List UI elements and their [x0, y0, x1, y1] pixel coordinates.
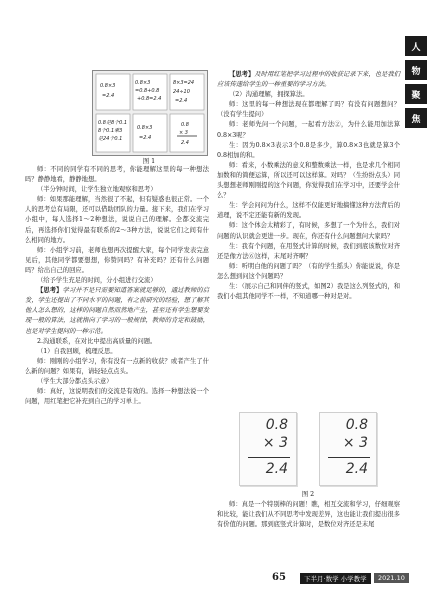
calc-multiplier: × 3 [262, 435, 288, 451]
note-label: 【思考】 [229, 71, 255, 78]
issue-date: 2021.10 [374, 573, 409, 583]
svg-text:0.8×3: 0.8×3 [137, 125, 153, 131]
paragraph: 师：听明白他的问题了吗？（有的学生摇头）你能说说，你是怎么想到问这个问题吗？ [217, 262, 400, 280]
vertical-calc-card-left [239, 412, 297, 486]
paragraph: 生：学会问问为什么，这样不仅能更好地搞懂这种方法背后的道理，说不定还能有新的发现。 [217, 202, 400, 220]
paragraph: 生：我有个问题，在用竖式计算的时候，我们到底该数位对齐还是像方法⑥这样，末尾对齐啊？ [217, 242, 400, 260]
subsection-heading: （1）自我回顾，梳理反思。 [37, 347, 117, 355]
calc-multiplicand: 0.8 [265, 417, 288, 433]
paragraph: 师：不同的同学有不同的思考，你能理解这里的每一种想法吗？静静地看，静静地想。 [25, 166, 209, 184]
svg-text:8×3=24: 8×3=24 [173, 80, 195, 86]
section-tabs [405, 36, 427, 132]
calc-rule-line [248, 457, 290, 458]
section-tab: 焦 [405, 108, 427, 128]
paragraph: 师：小组学习前，老师也想再次提醒大家，每个同学发表完意见后，其他同学都要想想，你赞同吗？有补充吗？还有什么问题吗？给出自己的回应。 [25, 246, 209, 274]
right-column-continued [217, 500, 400, 530]
section-tab: 物 [405, 60, 427, 80]
right-column [217, 70, 400, 302]
vertical-calc-card-right [319, 412, 377, 486]
reflection-note [25, 286, 209, 336]
svg-text:=0.8+0.8: =0.8+0.8 [135, 88, 160, 94]
section-tab: 聚 [405, 84, 427, 104]
paragraph: （给予学生充足的时间，分小组进行交流） [37, 277, 157, 285]
paragraph: 师：如果那能理解，当然很了不起，但有疑惑也很正常。一个人的思考总有局限，还可以借助团队的力量。接下来，我们在学习小组中，每人选择1～2种想法，说说自己的理解。全都交流完后，再选择你们觉得最有联系的2～3种方法，说说它们之间有什么相同的地方。 [25, 196, 209, 244]
paragraph: 生：因为0.8×3表示3个0.8是多少，算0.8×3也就是算3个0.8相加的和。 [217, 141, 400, 159]
svg-text:0.8×3: 0.8×3 [100, 83, 116, 89]
paragraph: 师：刚刚的小组学习，你有没有一点新的收获？或者产生了什么新的问题？如果有，请轻轻点点头。 [25, 357, 209, 375]
svg-text:× 3: × 3 [179, 130, 188, 136]
svg-text:=2.4: =2.4 [139, 135, 152, 141]
page-number: 65 [272, 572, 286, 583]
subsection-heading: （2）沟通理解，拥探算法。 [229, 91, 309, 99]
paragraph: 生：（展示自己和同伴的竖式，如图2）我是这么列竖式的，和我们小组其他同学不一样，不知道哪一种对是对。 [217, 282, 400, 301]
svg-text:0.8: 0.8 [181, 122, 189, 128]
figure-2-vertical-calculations [233, 412, 383, 487]
svg-text:0.8是8个0.1: 0.8是8个0.1 [98, 120, 128, 126]
note-text: 及时用红笔把学习过程中的收获记录下来，也是我们应该传递给学生的一种重要的学习方法。 [217, 71, 401, 89]
svg-text:=2.4: =2.4 [102, 93, 115, 99]
svg-text:+0.8=2.4: +0.8=2.4 [137, 96, 162, 102]
figure-1-caption: 图 1 [142, 158, 156, 165]
svg-text:24÷10: 24÷10 [173, 89, 190, 95]
calc-product: 2.4 [345, 461, 368, 477]
calc-rule-line [328, 457, 370, 458]
figure-1-student-work-collage [92, 70, 208, 156]
section-heading: 2.沟通联系，在对比中提出高质量的问题。 [37, 337, 157, 345]
figure-1-drawing [93, 71, 207, 155]
journal-name: 下半月·数学 小学教学 [300, 573, 371, 584]
svg-text:0.8×3: 0.8×3 [135, 80, 151, 86]
calc-multiplier: × 3 [342, 435, 368, 451]
note-text: 学习并不是只需要知道答案就足够的，通过教师的启发，学生还提出了不同水平的问题，有之前研究的经验，想了解其他人怎么想的，这样的问题自然而然地产生，甚至还有学生想要发现一般的算法，这就指向了学习的一般规律，教师的肯定和鼓励，也是对学生提问的一种示范。 [25, 287, 210, 335]
page-footer [0, 568, 427, 594]
paragraph: 师：真好，这说明我们的交流是有效的。选择一种想法说一个问题，用红笔把它补充到自己的学习单上。 [25, 388, 209, 406]
svg-text:8个0.1乘3: 8个0.1乘3 [98, 128, 123, 134]
figure-2-caption: 图 2 [301, 491, 315, 498]
calc-multiplicand: 0.8 [345, 417, 368, 433]
paragraph: 师：这个体会太精彩了，有时候，多想了一个为什么，我们对问题的认识就会更进一步。现在，你还有什么问题想问大家吗？ [217, 222, 400, 240]
paragraph: 师：这里的每一种想法现在都理解了吗？有没有问题想问？（没有学生提问） [217, 101, 400, 119]
paragraph: 师：老师先问一个问题，一起看方法②，为什么能用加法算0.8×3呢？ [217, 121, 400, 139]
paragraph: （学生大部分都点头示意） [37, 377, 113, 385]
svg-text:=2.4: =2.4 [175, 98, 188, 104]
paragraph: 师：看来，小数乘法的意义和整数乘法一样，也是求几个相同加数和的简便运算，所以还可以这样算。对吗？（生纷纷点头）同头想想老师刚刚提的这个问题，你觉得我们在学习中，还要学会什么？ [217, 161, 400, 200]
section-tab: 人 [405, 36, 427, 56]
reflection-note [217, 70, 400, 90]
paragraph: 师：真是一个特别棒的问题！瞧，相互交流和学习，仔细观察和比较，能让我们从不同思考中发现差异，这也能让我们提出很多有价值的问题。那到底竖式计算时，是数位对齐还是末尾 [217, 501, 400, 529]
left-column [25, 166, 210, 407]
calc-product: 2.4 [265, 461, 288, 477]
note-label: 【思考】 [37, 287, 63, 295]
paragraph: （半分钟时间，让学生独立地观察和思考） [37, 186, 157, 194]
svg-text:是24个0.1: 是24个0.1 [98, 136, 123, 142]
svg-text:2.4: 2.4 [181, 140, 189, 146]
